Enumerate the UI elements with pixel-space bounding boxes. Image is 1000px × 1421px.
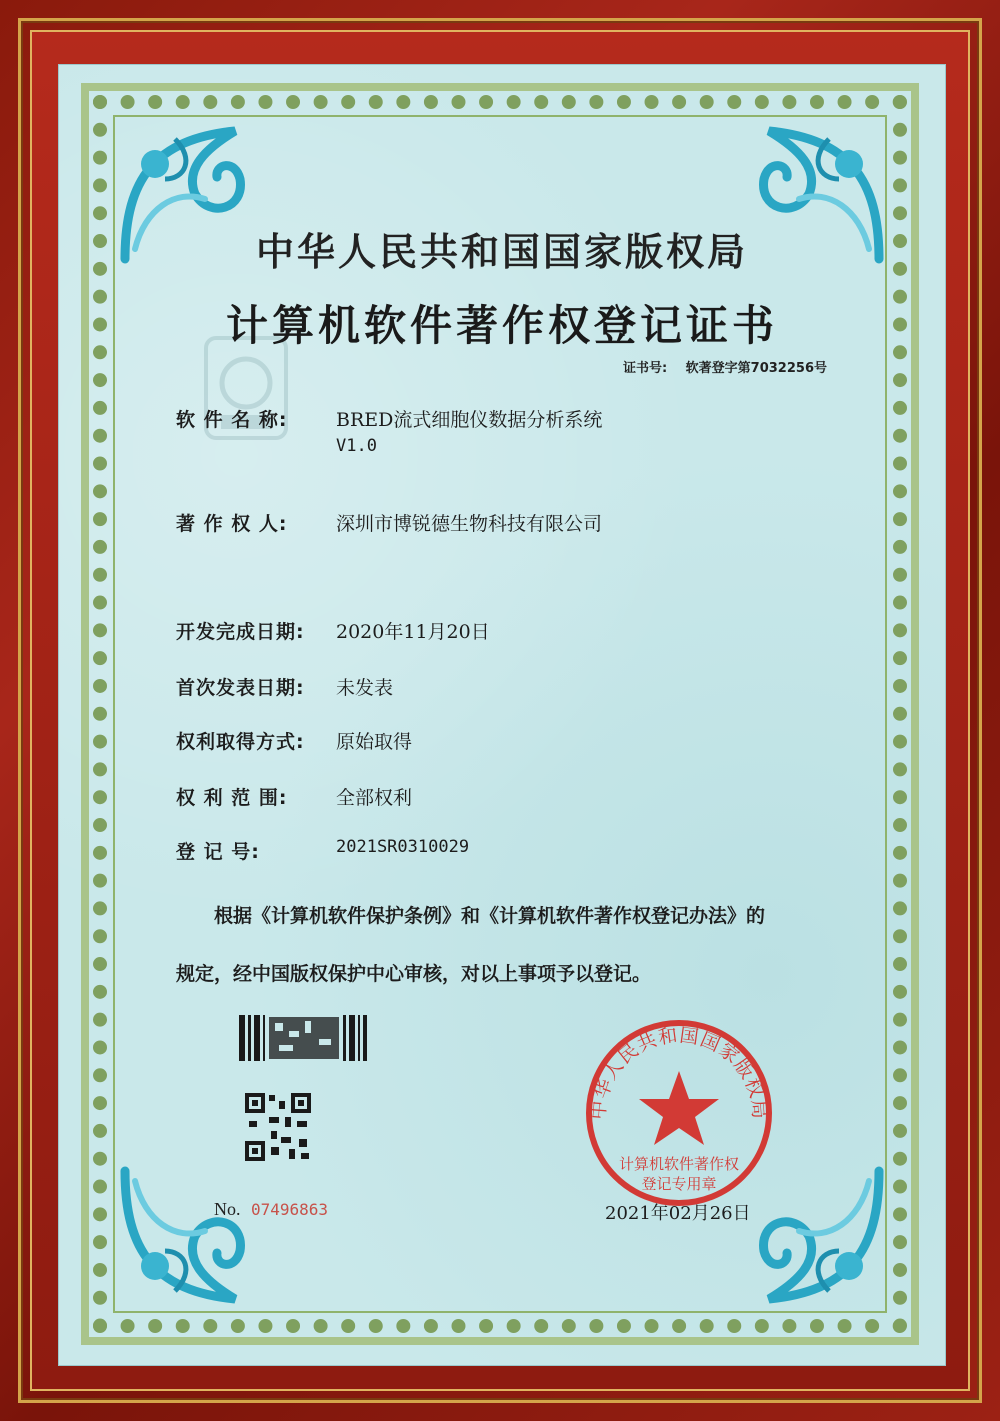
certificate-number <box>623 357 827 376</box>
issuer-title: 中华人民共和国国家版权局 <box>255 230 748 274</box>
statement-line-1: 根据《计算机软件保护条例》和《计算机软件著作权登记办法》的 <box>214 905 766 927</box>
svg-text:计算机软件著作权: 计算机软件著作权 <box>618 1155 740 1173</box>
field-label: 著 作 权 人: <box>176 513 288 535</box>
svg-text:登记专用章: 登记专用章 <box>641 1175 717 1193</box>
field-copyright-owner <box>176 509 602 536</box>
certificate-number-value: 软著登字第7032256号 <box>685 361 827 376</box>
serial-number <box>214 1199 328 1220</box>
field-value: 深圳市博锐德生物科技有限公司 <box>336 513 603 535</box>
field-rights-scope <box>176 783 412 810</box>
field-completion-date <box>176 617 490 644</box>
field-value-version: V1.0 <box>336 436 377 456</box>
field-value: 2021SR0310029 <box>336 837 470 857</box>
field-value: 2020年11月20日 <box>336 621 490 643</box>
field-registration-number <box>176 837 469 864</box>
certificate-number-label: 证书号: <box>622 361 668 376</box>
field-label: 登 记 号: <box>176 841 260 863</box>
statement-line-2: 规定，经中国版权保护中心审核，对以上事项予以登记。 <box>176 963 652 985</box>
qr-code <box>245 1093 311 1161</box>
field-first-publication-date <box>176 673 393 700</box>
field-value: BRED流式细胞仪数据分析系统 <box>336 409 603 431</box>
field-label: 权 利 范 围: <box>176 787 288 809</box>
svg-text:中华人民共和国国家版权局: 中华人民共和国国家版权局 <box>587 1024 771 1121</box>
field-label: 开发完成日期: <box>176 621 305 643</box>
serial-label: No. <box>214 1199 241 1219</box>
field-value: 未发表 <box>336 677 394 699</box>
issue-date: 2021年02月26日 <box>605 1203 751 1224</box>
field-label: 权利取得方式: <box>176 731 305 753</box>
serial-value: 07496863 <box>251 1200 329 1219</box>
field-label: 软 件 名 称: <box>176 409 288 431</box>
corner-scroll-ornament <box>115 1161 275 1311</box>
field-value: 原始取得 <box>336 731 413 753</box>
certificate-title: 计算机软件著作权登记证书 <box>225 301 778 350</box>
certificate-paper <box>58 64 946 1366</box>
field-label: 首次发表日期: <box>176 677 305 699</box>
official-seal <box>579 1013 779 1213</box>
field-acquisition-method <box>176 727 412 754</box>
field-software-name <box>176 405 602 456</box>
field-value: 全部权利 <box>336 787 413 809</box>
barcode <box>239 1015 367 1061</box>
